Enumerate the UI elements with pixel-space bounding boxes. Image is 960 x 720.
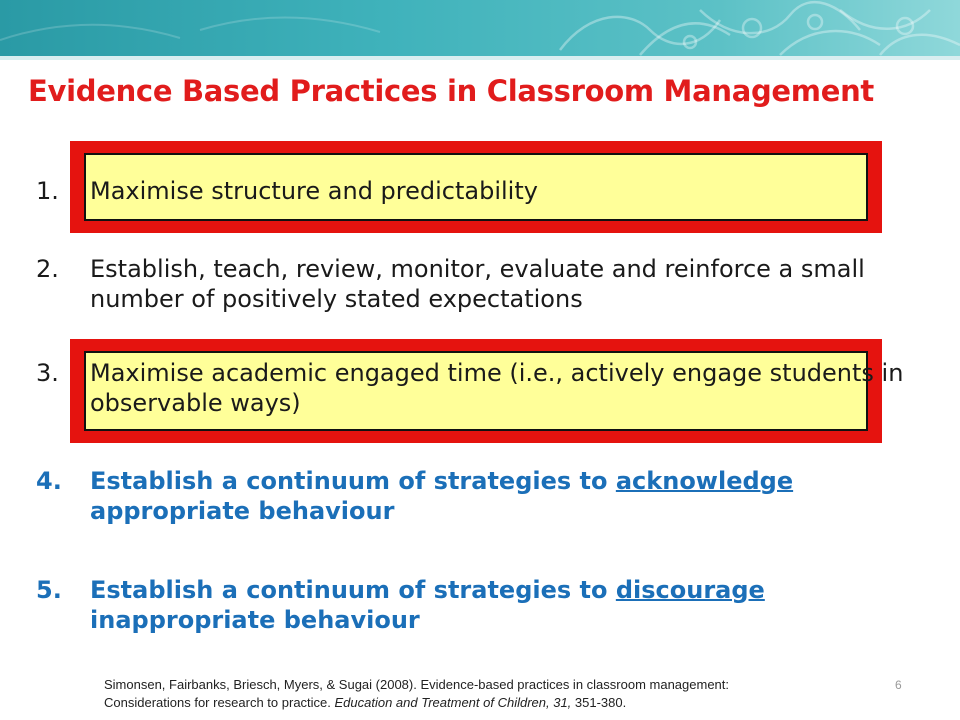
- citation: [104, 676, 884, 712]
- item-text: [90, 575, 926, 635]
- emphasis-word-acknowledge: acknowledge: [615, 467, 794, 495]
- citation-line-1: Simonsen, Fairbanks, Briesch, Myers, & Sugai (2008). Evidence-based practices in classroom management:: [104, 677, 730, 692]
- list-item-2: [36, 254, 926, 314]
- slide-title: Evidence Based Practices in Classroom Management: [28, 74, 874, 108]
- citation-line-2: Considerations for research to practice.: [104, 695, 335, 710]
- page-number: 6: [895, 678, 902, 692]
- citation-pages: 351-380.: [571, 695, 627, 710]
- citation-journal: Education and Treatment of Children, 31,: [334, 695, 572, 710]
- item-text: Establish, teach, review, monitor, evaluate and reinforce a small number of positively stated expectations: [90, 255, 865, 313]
- item-text-lead: Establish a continuum of strategies to: [90, 467, 616, 495]
- list-item-3: [36, 358, 926, 418]
- item-text: Maximise academic engaged time (i.e., actively engage students in observable ways): [90, 359, 904, 417]
- emphasis-word-discourage: discourage: [615, 576, 765, 604]
- list-item-4: [36, 466, 926, 526]
- item-text-tail: appropriate behaviour: [90, 497, 395, 525]
- item-text: Maximise structure and predictability: [90, 177, 538, 205]
- list-item-5: [36, 575, 926, 635]
- list-item-1: [36, 176, 926, 206]
- item-number: 4.: [36, 467, 62, 495]
- item-number: 1.: [36, 177, 59, 205]
- item-text-tail: inappropriate behaviour: [90, 606, 420, 634]
- item-number: 3.: [36, 359, 59, 387]
- item-text-lead: Establish a continuum of strategies to: [90, 576, 616, 604]
- item-number: 2.: [36, 255, 59, 283]
- item-text: [90, 466, 926, 526]
- item-number: 5.: [36, 576, 62, 604]
